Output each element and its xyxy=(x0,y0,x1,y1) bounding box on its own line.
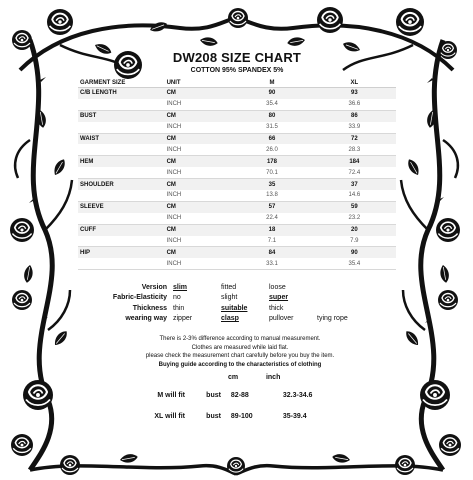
value-m: 70.1 xyxy=(231,167,312,178)
value-m: 33.1 xyxy=(231,258,312,269)
table-row xyxy=(78,224,396,235)
measure-name: HEM xyxy=(78,156,165,167)
option-value: pullover xyxy=(269,315,294,323)
value-xl: 37 xyxy=(313,179,396,190)
option-value-selected: super xyxy=(269,294,289,302)
table-row xyxy=(78,156,396,167)
unit-cell: CM xyxy=(165,110,232,121)
unit-cell: CM xyxy=(165,133,232,144)
guide-col-cm: cm xyxy=(228,374,239,381)
unit-cell: INCH xyxy=(165,99,232,110)
value-xl: 59 xyxy=(313,201,396,212)
measure-name: BUST xyxy=(78,110,165,121)
option-value: loose xyxy=(269,283,286,291)
unit-cell: INCH xyxy=(165,213,232,224)
option-value: zipper xyxy=(173,315,193,323)
header-size-xl: XL xyxy=(313,79,396,88)
note-line: Clothes are measured while laid flat. xyxy=(191,344,289,351)
value-xl: 90 xyxy=(313,247,396,258)
value-m: 57 xyxy=(231,201,312,212)
guide-col-inch: inch xyxy=(265,374,281,381)
value-xl: 33.9 xyxy=(313,122,396,133)
guide-row-m xyxy=(115,392,312,399)
value-xl: 93 xyxy=(313,88,396,99)
table-row xyxy=(78,99,396,110)
measure-name: C/B LENGTH xyxy=(78,88,165,99)
guide-size: M will fit xyxy=(157,392,185,399)
option-row-version xyxy=(78,282,362,293)
table-row xyxy=(78,213,396,224)
unit-cell: INCH xyxy=(165,258,232,269)
unit-cell: CM xyxy=(165,247,232,258)
value-xl: 72.4 xyxy=(313,167,396,178)
table-row xyxy=(78,201,396,212)
unit-cell: INCH xyxy=(165,190,232,201)
table-row xyxy=(78,110,396,121)
value-m: 13.8 xyxy=(231,190,312,201)
option-value: no xyxy=(173,294,181,302)
value-xl: 23.2 xyxy=(313,213,396,224)
guide-size: XL will fit xyxy=(154,413,185,420)
measure-name: CUFF xyxy=(78,224,165,235)
header-size-m: M xyxy=(231,79,312,88)
value-xl: 72 xyxy=(313,133,396,144)
guide-inch: 32.3-34.6 xyxy=(282,392,313,399)
value-m: 66 xyxy=(231,133,312,144)
unit-cell: CM xyxy=(165,201,232,212)
guide-part: bust xyxy=(206,413,221,420)
size-table-header xyxy=(78,79,396,88)
table-row xyxy=(78,144,396,155)
unit-cell: CM xyxy=(165,179,232,190)
option-value-selected: clasp xyxy=(221,315,239,323)
unit-cell: INCH xyxy=(165,236,232,247)
unit-cell: CM xyxy=(165,224,232,235)
option-label: Thickness xyxy=(132,304,167,312)
table-row xyxy=(78,133,396,144)
measure-name: SLEEVE xyxy=(78,201,165,212)
header-garment-size: GARMENT SIZE xyxy=(78,79,165,88)
option-value-selected: suitable xyxy=(221,304,248,312)
option-label: Version xyxy=(141,283,167,291)
value-m: 90 xyxy=(231,88,312,99)
note-line: please check the measurement chart carefully before you buy the item. xyxy=(145,353,335,360)
value-xl: 184 xyxy=(313,156,396,167)
value-m: 26.0 xyxy=(231,144,312,155)
garment-characteristics xyxy=(78,282,362,324)
option-value-selected: slim xyxy=(173,283,188,291)
table-row xyxy=(78,247,396,258)
value-m: 84 xyxy=(231,247,312,258)
chart-title: DW208 SIZE CHART xyxy=(172,50,302,65)
table-row xyxy=(78,88,396,99)
option-row-wearing-way xyxy=(78,314,362,325)
option-label: wearing way xyxy=(125,315,167,323)
value-m: 31.5 xyxy=(231,122,312,133)
value-xl: 14.6 xyxy=(313,190,396,201)
option-value: fitted xyxy=(221,283,237,291)
buying-guide-columns xyxy=(228,374,280,381)
table-row xyxy=(78,258,396,269)
note-line: There is 2-3% difference according to manual measurement. xyxy=(159,336,321,342)
measure-name: HIP xyxy=(78,247,165,258)
guide-part: bust xyxy=(206,392,221,399)
table-row xyxy=(78,167,396,178)
guide-cm: 89-100 xyxy=(230,413,253,420)
value-m: 7.1 xyxy=(231,236,312,247)
option-label: Fabric-Elasticity xyxy=(112,294,167,302)
guide-cm: 82-88 xyxy=(230,392,249,399)
measurement-notes xyxy=(130,335,350,369)
measure-name: SHOULDER xyxy=(78,179,165,190)
value-m: 18 xyxy=(231,224,312,235)
option-row-fabric-elasticity xyxy=(78,293,362,304)
option-row-thickness xyxy=(78,303,362,314)
table-row xyxy=(78,179,396,190)
unit-cell: INCH xyxy=(165,167,232,178)
value-xl: 36.6 xyxy=(313,99,396,110)
size-chart-panel xyxy=(78,50,396,270)
value-xl: 20 xyxy=(313,224,396,235)
guide-row-xl xyxy=(115,413,307,420)
value-m: 178 xyxy=(231,156,312,167)
value-m: 22.4 xyxy=(231,213,312,224)
size-table xyxy=(78,79,396,270)
value-m: 35.4 xyxy=(231,99,312,110)
guide-inch: 35-39.4 xyxy=(282,413,307,420)
table-row xyxy=(78,190,396,201)
unit-cell: INCH xyxy=(165,144,232,155)
header-unit: UNIT xyxy=(165,79,232,88)
option-value: thick xyxy=(269,304,284,312)
unit-cell: INCH xyxy=(165,122,232,133)
option-value: thin xyxy=(173,304,185,312)
value-xl: 35.4 xyxy=(313,258,396,269)
measure-name: WAIST xyxy=(78,133,165,144)
unit-cell: CM xyxy=(165,156,232,167)
table-row xyxy=(78,122,396,133)
fabric-composition: COTTON 95% SPANDEX 5% xyxy=(190,67,284,74)
option-value: slight xyxy=(221,294,238,302)
unit-cell: CM xyxy=(165,88,232,99)
value-m: 35 xyxy=(231,179,312,190)
value-xl: 7.9 xyxy=(313,236,396,247)
value-xl: 28.3 xyxy=(313,144,396,155)
value-xl: 86 xyxy=(313,110,396,121)
option-value: tying rope xyxy=(317,315,348,323)
buying-guide-title: Buying guide according to the characteristics of clothing xyxy=(158,361,322,368)
value-m: 80 xyxy=(231,110,312,121)
table-row xyxy=(78,236,396,247)
